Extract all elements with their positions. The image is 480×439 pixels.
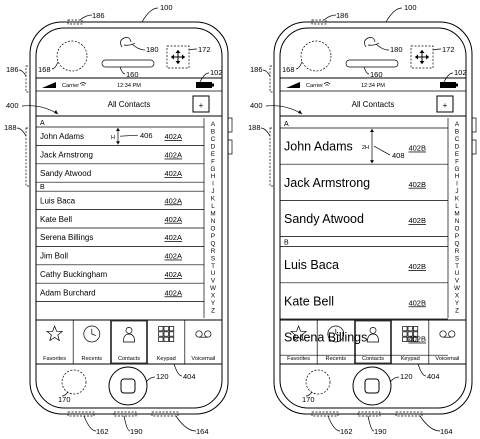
signal-icon — [42, 82, 56, 88]
ref-162: 162 — [96, 427, 109, 436]
row-ref-label: 402A — [164, 214, 182, 224]
home-square-icon — [121, 379, 135, 393]
contact-row[interactable] — [40, 233, 182, 242]
index-letter[interactable]: U — [210, 270, 216, 278]
ref-170: 170 — [58, 395, 71, 404]
index-letter[interactable]: I — [212, 180, 214, 188]
tab-label[interactable]: Favorites — [43, 356, 67, 362]
ref-190: 190 — [374, 427, 387, 436]
index-letter[interactable]: B — [210, 128, 216, 136]
index-letter[interactable]: J — [211, 188, 215, 196]
contact-name[interactable]: Sandy Atwood — [284, 212, 364, 226]
tab-recents[interactable] — [73, 320, 102, 364]
tab-label[interactable]: Keypad — [156, 356, 176, 362]
phone-1 — [4, 3, 232, 436]
index-letter[interactable]: C — [454, 135, 460, 143]
section-header: B — [40, 184, 45, 192]
index-letter[interactable]: N — [210, 218, 216, 225]
tab-label[interactable]: Contacts — [361, 356, 385, 362]
alphabet-index — [448, 118, 460, 318]
wifi-icon — [80, 83, 86, 86]
contact-name[interactable]: Cathy Buckingham — [40, 270, 108, 279]
index-letter[interactable]: N — [454, 218, 460, 225]
contact-row[interactable] — [284, 140, 426, 154]
voicemail-icon — [196, 331, 211, 337]
tab-label[interactable]: Favorites — [287, 356, 311, 362]
contact-row[interactable] — [40, 151, 182, 160]
index-letter[interactable]: R — [454, 247, 460, 255]
contact-name[interactable]: John Adams — [284, 139, 353, 154]
row-ref-label: 402A — [164, 233, 182, 243]
left-edge-lower-element — [26, 128, 30, 186]
row-height-label: H — [110, 135, 115, 142]
ref-172: 172 — [442, 45, 455, 54]
tab-keypad[interactable] — [148, 320, 176, 364]
index-letter[interactable]: H — [210, 173, 216, 181]
header-title: All Contacts — [351, 100, 395, 109]
index-letter[interactable]: V — [454, 277, 460, 285]
contact-row[interactable] — [284, 212, 426, 226]
index-letter[interactable]: I — [456, 180, 458, 188]
index-letter[interactable]: Q — [454, 240, 460, 248]
ref-164: 164 — [440, 427, 453, 436]
home-button[interactable] — [353, 367, 391, 405]
ref-404: 404 — [183, 372, 196, 381]
tab-voicemail[interactable] — [429, 320, 460, 364]
index-letter[interactable]: A — [454, 121, 460, 128]
ref-404: 404 — [427, 372, 440, 381]
phone-2 — [248, 3, 476, 436]
contact-name[interactable]: Kate Bell — [40, 214, 73, 224]
signal-icon — [286, 82, 300, 88]
index-letter[interactable]: L — [455, 203, 459, 211]
speaker-slot — [102, 60, 154, 67]
contact-name[interactable]: Kate Bell — [284, 294, 335, 309]
clock-icon — [84, 326, 100, 342]
index-letter[interactable]: J — [455, 188, 459, 196]
row-ref-label: 402A — [164, 196, 182, 206]
index-letter[interactable]: S — [210, 255, 216, 263]
row-height-marker — [111, 128, 153, 144]
section-header: B — [284, 239, 289, 247]
camera-icon — [120, 38, 135, 48]
contacts-header — [36, 96, 222, 116]
ref-180: 180 — [146, 45, 159, 54]
ref-168: 168 — [282, 65, 295, 74]
ref-170: 170 — [302, 395, 315, 404]
index-letter[interactable]: Z — [455, 307, 459, 315]
ref-400: 400 — [6, 101, 19, 110]
person-icon — [123, 327, 134, 342]
contact-name[interactable]: Serena Billings — [284, 330, 368, 345]
tab-label[interactable]: Voicemail — [435, 356, 460, 362]
contact-row[interactable] — [40, 270, 182, 279]
ref-102: 102 — [210, 68, 223, 77]
ref-400: 400 — [250, 101, 263, 110]
contact-name[interactable]: Sandy Atwood — [40, 169, 92, 178]
wifi-icon — [324, 83, 330, 86]
row-ref-label: 402B — [408, 179, 426, 189]
left-edge-lower-element — [270, 128, 274, 186]
time-label: 12:34 PM — [117, 83, 141, 89]
ref-190: 190 — [130, 427, 143, 436]
row-ref-label: 402B — [408, 143, 426, 153]
ref-102: 102 — [454, 68, 467, 77]
contact-name[interactable]: Adam Burchard — [40, 288, 96, 298]
contacts-header — [280, 96, 466, 116]
left-edge-element — [270, 66, 274, 92]
contact-row[interactable] — [40, 252, 182, 261]
home-sensor-circle — [62, 370, 86, 394]
tab-voicemail[interactable] — [185, 320, 216, 364]
move-arrows-icon — [171, 50, 185, 64]
ref-186-top: 186 — [92, 11, 105, 20]
battery-icon — [440, 82, 456, 88]
alphabet-index — [204, 118, 216, 318]
index-letter[interactable]: Q — [210, 240, 216, 248]
row-ref-label: 402A — [164, 270, 182, 279]
tab-label[interactable]: Voicemail — [191, 356, 216, 362]
home-sensor-circle — [306, 370, 330, 394]
contact-name[interactable]: Jack Armstrong — [284, 175, 371, 190]
volume-down-button — [228, 140, 232, 154]
row-ref-label: 402B — [408, 216, 426, 225]
ref-188: 188 — [4, 123, 17, 132]
index-letter[interactable]: X — [210, 292, 216, 300]
home-square-icon — [365, 379, 379, 393]
index-letter[interactable]: E — [454, 150, 460, 158]
ref-168: 168 — [38, 65, 51, 74]
row-ref-label: 402A — [164, 150, 182, 160]
index-letter[interactable]: Z — [211, 307, 215, 315]
carrier-label: Carrier — [62, 83, 80, 89]
index-letter[interactable]: Y — [210, 300, 216, 308]
row-ref-label: 402B — [408, 262, 426, 272]
section-header: A — [284, 121, 289, 128]
index-letter[interactable]: K — [454, 195, 460, 203]
row-height-ref: 406 — [140, 131, 153, 141]
row-ref-label: 402B — [408, 298, 426, 308]
battery-icon — [196, 82, 212, 88]
contact-row[interactable] — [284, 258, 426, 272]
index-letter[interactable]: H — [454, 173, 460, 181]
ref-188: 188 — [248, 123, 261, 132]
contact-row[interactable] — [40, 215, 182, 224]
ref-160: 160 — [370, 70, 383, 79]
status-bar — [36, 82, 222, 91]
index-letter[interactable]: K — [210, 195, 216, 203]
ref-160: 160 — [126, 70, 139, 79]
status-bar — [280, 82, 466, 91]
speaker-slot — [346, 60, 398, 67]
index-letter[interactable]: G — [454, 165, 460, 173]
index-letter[interactable]: W — [454, 285, 460, 293]
contact-name[interactable]: Jack Arnstrong — [40, 150, 93, 160]
row-ref-label: 402A — [164, 251, 182, 261]
index-letter[interactable]: X — [454, 292, 460, 300]
tab-label[interactable]: Keypad — [400, 356, 420, 362]
section-header: A — [40, 120, 45, 127]
contact-list — [36, 120, 204, 302]
volume-up-button — [228, 118, 232, 132]
sensor-circle — [301, 41, 331, 71]
contact-name[interactable]: Serena Billings — [40, 233, 94, 243]
index-letter[interactable]: O — [454, 225, 460, 233]
index-letter[interactable]: D — [210, 143, 216, 151]
index-letter[interactable]: P — [210, 232, 216, 240]
contact-name[interactable]: Jim Boll — [40, 251, 69, 261]
ref-164: 164 — [196, 427, 209, 436]
volume-down-button — [472, 140, 476, 154]
ref-172: 172 — [198, 45, 211, 54]
contact-name[interactable]: John Adams — [40, 132, 85, 142]
contact-row[interactable] — [284, 294, 426, 308]
row-ref-label: 402A — [164, 132, 182, 142]
index-letter[interactable]: P — [454, 232, 460, 240]
contact-row[interactable] — [40, 288, 182, 297]
index-letter[interactable]: A — [210, 121, 216, 128]
index-letter[interactable]: T — [455, 262, 459, 270]
tab-label[interactable]: Recents — [325, 356, 347, 362]
battery-tip — [212, 84, 214, 87]
carrier-label: Carrier — [306, 83, 324, 89]
index-letter[interactable]: F — [455, 158, 459, 166]
add-icon[interactable]: + — [442, 101, 448, 110]
voicemail-icon — [440, 331, 455, 337]
index-letter[interactable]: S — [454, 255, 460, 263]
index-letter[interactable]: E — [210, 150, 216, 158]
contact-row[interactable] — [40, 196, 182, 205]
index-letter[interactable]: R — [210, 247, 216, 255]
time-label: 12:34 PM — [361, 83, 385, 89]
index-letter[interactable]: D — [454, 143, 460, 151]
ref-186-left: 186 — [6, 65, 19, 74]
ref-120: 120 — [156, 372, 169, 381]
index-letter[interactable]: L — [211, 203, 215, 211]
contact-row[interactable] — [284, 331, 426, 345]
ref-186-top: 186 — [336, 11, 349, 20]
index-letter[interactable]: F — [211, 158, 215, 166]
contact-name[interactable]: Luis Baca — [40, 196, 76, 206]
volume-up-button — [472, 118, 476, 132]
row-height-marker — [362, 129, 405, 163]
index-letter[interactable]: W — [210, 285, 216, 293]
tab-favorites[interactable] — [43, 326, 66, 362]
index-letter[interactable]: O — [210, 225, 216, 233]
index-letter[interactable]: Y — [454, 300, 460, 308]
contact-row[interactable] — [284, 176, 426, 190]
ref-100: 100 — [404, 3, 417, 12]
ref-100: 100 — [160, 3, 173, 12]
index-letter[interactable]: G — [210, 165, 216, 173]
left-edge-element — [26, 66, 30, 92]
star-icon — [47, 326, 62, 341]
tab-contacts[interactable] — [110, 320, 146, 364]
contact-row[interactable] — [40, 169, 182, 178]
camera-icon — [364, 38, 379, 48]
row-ref-label: 402B — [408, 334, 426, 344]
person-icon — [367, 327, 378, 342]
ref-180: 180 — [390, 45, 403, 54]
tab-label[interactable]: Recents — [81, 356, 103, 362]
row-ref-label: 402A — [164, 169, 182, 178]
reference-numerals — [4, 3, 223, 436]
row-height-ref: 408 — [392, 151, 405, 161]
row-ref-label: 402A — [164, 288, 182, 298]
ref-162: 162 — [340, 427, 353, 436]
index-letter[interactable]: B — [454, 128, 460, 136]
ref-186-left: 186 — [250, 65, 263, 74]
sensor-circle — [57, 41, 87, 71]
index-letter[interactable]: C — [210, 135, 216, 143]
keypad-icon — [159, 326, 174, 341]
index-letter[interactable]: V — [210, 277, 216, 285]
home-button[interactable] — [109, 367, 147, 405]
add-icon[interactable]: + — [198, 101, 204, 110]
index-letter[interactable]: U — [454, 270, 460, 278]
move-arrows-icon — [415, 50, 429, 64]
index-letter[interactable]: T — [211, 262, 215, 270]
header-title: All Contacts — [107, 100, 151, 109]
battery-tip — [456, 84, 458, 87]
ref-120: 120 — [400, 372, 413, 381]
contact-name[interactable]: Luis Baca — [284, 258, 339, 273]
tab-bar — [36, 320, 222, 364]
tab-label[interactable]: Contacts — [117, 356, 141, 362]
row-height-label: 2H — [361, 145, 369, 152]
index-letter[interactable]: M — [454, 210, 460, 218]
index-letter[interactable]: M — [210, 210, 216, 218]
